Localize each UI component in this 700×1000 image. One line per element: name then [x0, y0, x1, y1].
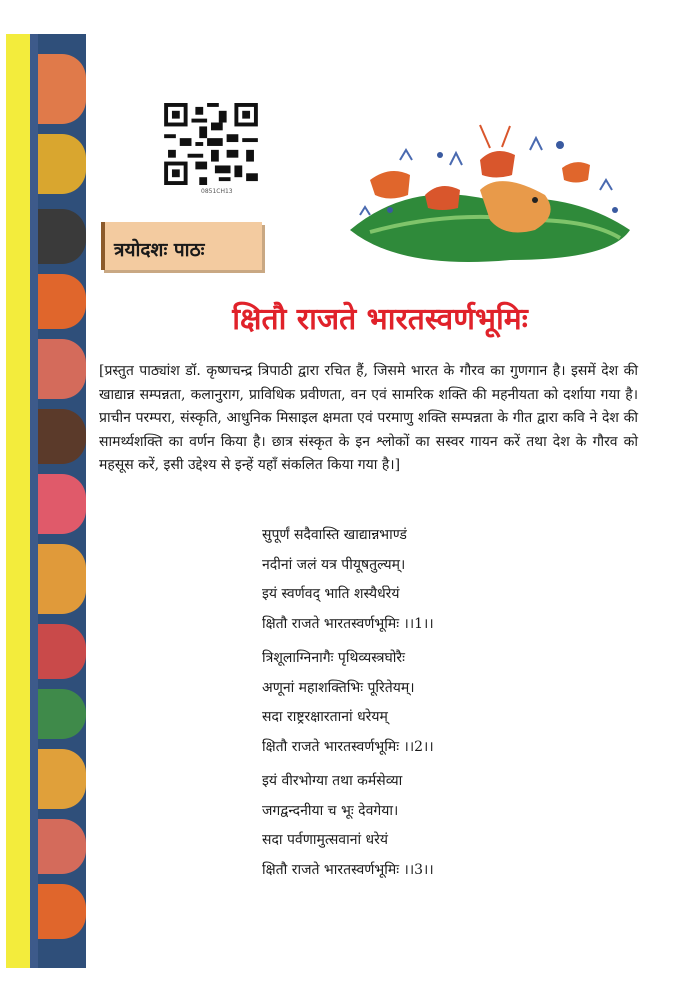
verse-line: इयं स्वर्णवद् भाति शस्यैर्धरेयं [262, 586, 400, 602]
stanza-3 [262, 767, 562, 885]
verse-line: इयं वीरभोग्या तथा कर्मसेव्या [262, 773, 403, 789]
verse-line: क्षितौ राजते भारतस्वर्णभूमिः ।।3।। [262, 861, 434, 878]
side-stripe-yellow [6, 34, 30, 968]
verse-line: सुपूर्णं सदैवास्ति खाद्यान्नभाण्डं [262, 527, 407, 543]
verse-line: सदा राष्ट्ररक्षारतानां धरेयम् [262, 709, 388, 725]
qr-code[interactable] [163, 103, 259, 185]
lesson-label: त्रयोदशः पाठः [114, 239, 205, 261]
illustration-animals-meadow [330, 120, 640, 270]
intro-paragraph: [प्रस्तुत पाठ्यांश डॉ. कृष्णचन्द्र त्रिपाठी द्वारा रचित हैं, जिसमे भारत के गौरव का गुणगान है। इसमें देश की खाद्यान्न सम्पन्नता, कलानुराग, प्राविधिक प्रवीणता, वन एवं सामरिक शक्ति की महनीयता को दर्शाया गया है। प्राचीन परम्परा, संस्कृति, आधुनिक मिसाइल क्षमता एवं परमाणु शक्ति सम्पन्नता के गीत द्वारा कवि ने देश की सामर्थ्यशक्ति का वर्णन किया है। छात्र संस्कृत के इन श्लोकों का सस्वर गायन करें तथा देश के गौरव को महसूस करें, इसी उद्देश्य से इन्हें यहाँ संकलित किया गया है।] [99, 363, 638, 474]
side-border-artwork [38, 34, 86, 968]
verse-line: अणूनां महाशक्तिभिः पूरितेयम्। [262, 679, 415, 696]
qr-caption: 0851CH13 [201, 188, 233, 195]
verse-line: सदा पर्वणामुत्सवानां धरेयं [262, 832, 389, 848]
stanza-1 [262, 521, 562, 639]
verse-line: जगद्वन्दनीया च भूः देवगेया। [262, 802, 399, 819]
poem-title: क्षितौ राजते भारतस्वर्णभूमिः [232, 302, 528, 337]
verse-line: क्षितौ राजते भारतस्वर्णभूमिः ।।2।। [262, 738, 434, 755]
stanza-2 [262, 644, 562, 762]
verse-line: क्षितौ राजते भारतस्वर्णभूमिः ।।1।। [262, 615, 434, 632]
side-stripe-blue [30, 34, 38, 968]
verse-line: नदीनां जलं यत्र पीयूषतुल्यम्। [262, 556, 406, 573]
verse-line: त्रिशूलाग्निनागैः पृथिव्यस्त्रघोरैः [262, 650, 405, 666]
